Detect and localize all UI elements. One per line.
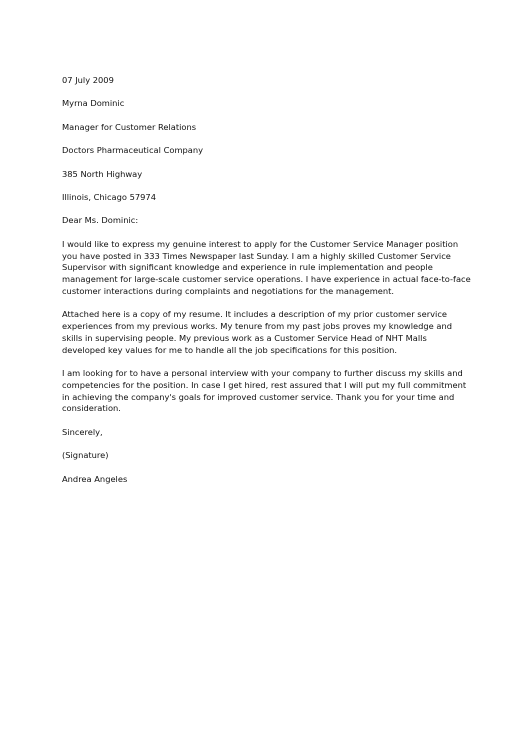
recipient-company: Doctors Pharmaceutical Company — [62, 145, 204, 156]
closing: Sincerely, — [62, 426, 103, 437]
letter-date: 07 July 2009 — [62, 75, 114, 85]
sender-name: Andrea Angeles — [62, 473, 128, 484]
recipient-name: Myrna Dominic — [62, 98, 125, 109]
body-paragraph-1: I would like to express my genuine interest to apply for the Customer Service Manager position you have posted in 333 Times Newspaper last Sunday. I am a highly skilled Customer Service Supervisor with significant knowledge and experience in rule implementation and people management for large-scale customer service operations. I have experience in actual face-to-face customer interactions during complaints and negotiations for the management. — [62, 238, 471, 296]
letter-page — [62, 75, 472, 497]
salutation: Dear Ms. Dominic: — [62, 215, 139, 226]
recipient-street: 385 North Highway — [62, 168, 143, 179]
recipient-city-zip: Illinois, Chicago 57974 — [62, 191, 156, 202]
body-paragraph-2: Attached here is a copy of my resume. It includes a description of my prior customer service experiences from my previous works. My tenure from my past jobs proves my knowledge and skills in supervising people. My previous work as a Customer Service Head of NHT Malls developed key values for me to handle all the job specifications for this position. — [62, 309, 452, 355]
body-paragraph-3: I am looking for to have a personal interview with your company to further discuss my skills and competencies for the position. In case I get hired, rest assured that I will put my full commitment in achieving the company's goals for improved customer service. Thank you for your time and consideration. — [62, 368, 467, 414]
recipient-title: Manager for Customer Relations — [62, 121, 197, 132]
signature-placeholder: (Signature) — [62, 450, 109, 461]
